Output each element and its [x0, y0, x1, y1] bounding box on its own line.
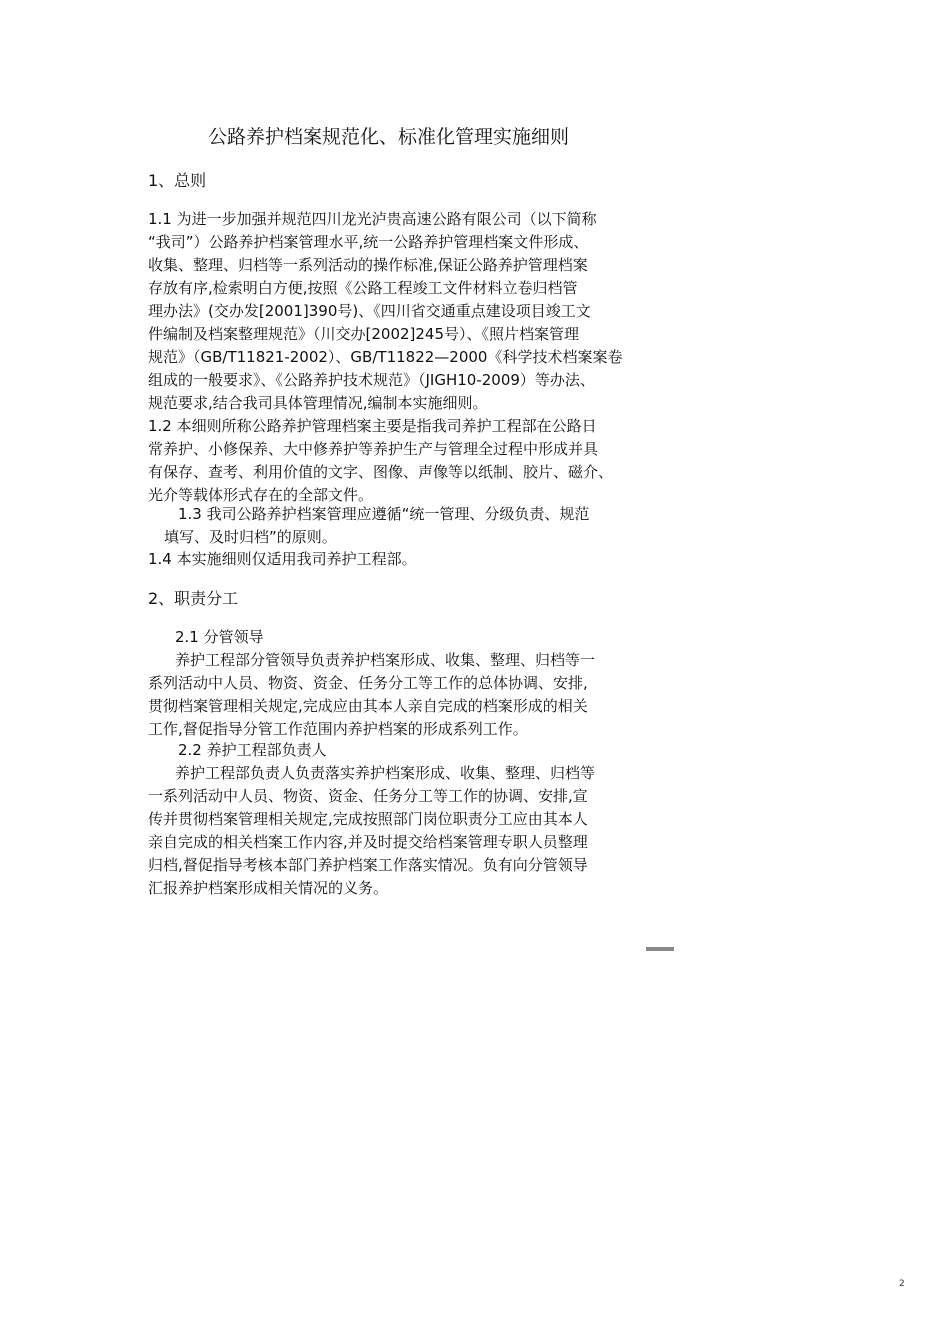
text-line: 规范》（GB/T11821-2002）、GB/T11822—2000《科学技术档案案卷: [148, 348, 623, 366]
page-number: 2: [899, 1279, 905, 1289]
text-line: 光介等载体形式存在的全部文件。: [148, 486, 374, 504]
text-line: 收集、整理、归档等一系列活动的操作标准,保证公路养护管理档案: [148, 256, 588, 274]
text-line: 组成的一般要求》、《公路养护技术规范》（JIGH10-2009）等办法、: [148, 371, 595, 389]
text-line: 1.1 为进一步加强并规范四川龙光泸贵高速公路有限公司（以下简称: [148, 210, 597, 228]
subsection-2-1-heading: [175, 626, 264, 649]
subsection-2-2-heading: [178, 739, 327, 762]
text-line: 一系列活动中人员、物资、资金、任务分工等工作的协调、安排,宣: [148, 787, 588, 805]
paragraph-1-3: [164, 503, 590, 549]
text-line: 传并贯彻档案管理相关规定,完成按照部门岗位职责分工应由其本人: [148, 810, 588, 828]
section-2-heading: 2、职责分工: [148, 589, 239, 608]
text-line: 2.1 分管领导: [175, 628, 264, 646]
paragraph-1-2: [148, 415, 613, 507]
text-line: 存放有序,检索明白方便,按照《公路工程竣工文件材料立卷归档管: [148, 279, 578, 297]
text-line: 1.3 我司公路养护档案管理应遵循“统一管理、分级负责、规范: [178, 505, 590, 523]
text-line: 2.2 养护工程部负责人: [178, 741, 327, 759]
section-1-heading: 1、总则: [148, 171, 207, 190]
document-title: 公路养护档案规范化、标准化管理实施细则: [208, 126, 570, 148]
text-line: 1.4 本实施细则仅适用我司养护工程部。: [148, 550, 417, 568]
text-line: 贯彻档案管理相关规定,完成应由其本人亲自完成的档案形成的相关: [148, 697, 588, 715]
text-line: 养护工程部负责人负责落实养护档案形成、收集、整理、归档等: [175, 764, 596, 782]
text-line: 常养护、小修保养、大中修养护等养护生产与管理全过程中形成并具: [148, 440, 599, 458]
text-line: 汇报养护档案形成相关情况的义务。: [148, 879, 389, 897]
text-line: 系列活动中人员、物资、资金、任务分工等工作的总体协调、安排,: [148, 674, 588, 692]
text-line: 亲自完成的相关档案工作内容,并及时提交给档案管理专职人员整理: [148, 833, 588, 851]
paragraph-2-1: [148, 649, 595, 741]
text-line: 件编制及档案整理规范》（川交办[2002]245号）、《照片档案管理: [148, 325, 580, 343]
text-line: 理办法》(交办发[2001]390号)、《四川省交通重点建设项目竣工文: [148, 302, 591, 320]
paragraph-1-1: [148, 208, 622, 415]
text-line: 归档,督促指导考核本部门养护档案工作落实情况。负有向分管领导: [148, 856, 588, 874]
text-line: 规范要求,结合我司具体管理情况,编制本实施细则。: [148, 394, 488, 412]
paragraph-2-2: [148, 762, 595, 900]
text-line: 有保存、查考、利用价值的文字、图像、声像等以纸制、胶片、磁介、: [148, 463, 614, 481]
text-line: “我司”）公路养护档案管理水平,统一公路养护管理档案文件形成、: [148, 233, 589, 251]
text-line: 养护工程部分管领导负责养护档案形成、收集、整理、归档等一: [175, 651, 596, 669]
text-line: 1.2 本细则所称公路养护管理档案主要是指我司养护工程部在公路日: [148, 417, 597, 435]
separator-mark: [646, 947, 674, 951]
paragraph-1-4: [148, 548, 417, 571]
text-line: 工作,督促指导分管工作范围内养护档案的形成系列工作。: [148, 720, 528, 738]
text-line: 填写、及时归档”的原则。: [164, 528, 337, 546]
